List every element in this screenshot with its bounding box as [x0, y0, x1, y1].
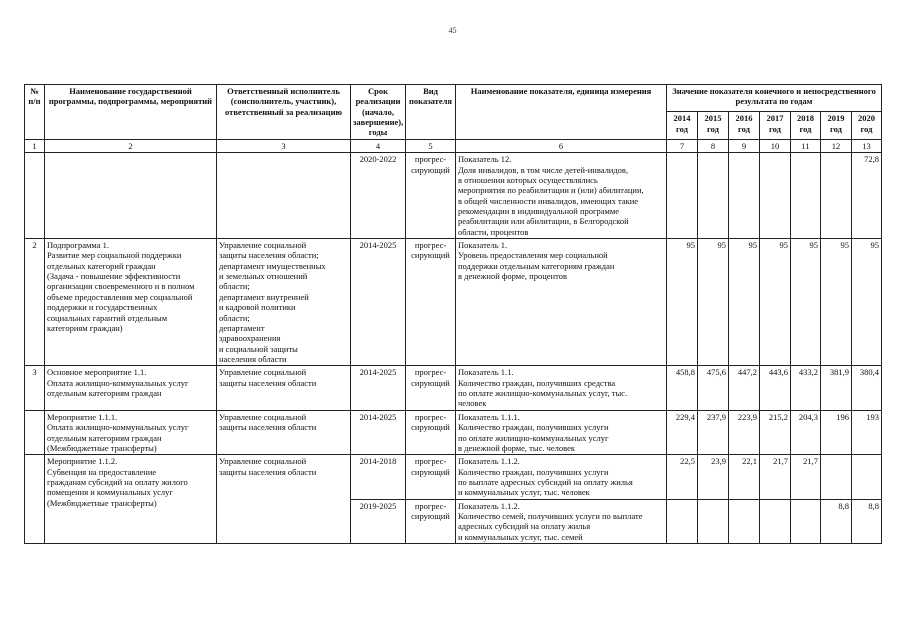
program-name-cell: Основное мероприятие 1.1. Оплата жилищно-коммунальных услуг отдельным категориям граждан — [45, 366, 217, 410]
header-year: 2017 год — [760, 112, 791, 139]
value-cell: 215,2 — [760, 410, 791, 454]
header-indicator: Наименование показателя, единица измерения — [456, 85, 667, 140]
column-number: 8 — [698, 139, 729, 152]
executor-cell: Управление социальной защиты населения области; департамент имущественных и земельных отношений области; департамент внутренней и кадровой политики области; департамент здравоохранения и социальной защиты населения области — [217, 239, 351, 366]
column-number: 13 — [852, 139, 882, 152]
value-cell: 95 — [791, 239, 821, 366]
executor-cell — [217, 153, 351, 239]
executor-cell: Управление социальной защиты населения области — [217, 410, 351, 454]
value-cell: 95 — [698, 239, 729, 366]
indicator-name-cell: Показатель 1.1.2. Количество граждан, получивших услуги по выплате адресных субсидий на оплату жилья и коммунальных услуг, тыс. человек — [456, 455, 667, 499]
indicator-name-cell: Показатель 1.1.1. Количество граждан, получивших услуги по оплате жилищно-коммунальных услуг в денежной форме, тыс. человек — [456, 410, 667, 454]
table-row — [25, 366, 882, 410]
column-number: 4 — [351, 139, 406, 152]
table-row — [25, 239, 882, 366]
value-cell: 23,9 — [698, 455, 729, 499]
indicator-name-cell: Показатель 12. Доля инвалидов, в том числе детей-инвалидов, в отношении которых осуществлялись мероприятия по реабилитации и (или) абилитации, в общей численности инвалидов, имеющих такие рекомендации в индивидуальной программе реабилитации или абилитации, в Белгородской области, процентов — [456, 153, 667, 239]
header-year: 2016 год — [729, 112, 760, 139]
indicator-type-cell: прогрес- сирующий — [406, 410, 456, 454]
value-cell — [729, 499, 760, 543]
header-type: Вид показателя — [406, 85, 456, 140]
value-cell: 447,2 — [729, 366, 760, 410]
term-cell: 2014-2025 — [351, 410, 406, 454]
row-number-cell: 2 — [25, 239, 45, 366]
column-number: 1 — [25, 139, 45, 152]
term-cell: 2014-2025 — [351, 366, 406, 410]
value-cell: 22,5 — [667, 455, 698, 499]
term-cell: 2020-2022 — [351, 153, 406, 239]
indicator-type-cell: прогрес- сирующий — [406, 239, 456, 366]
value-cell: 72,8 — [852, 153, 882, 239]
value-cell: 22,1 — [729, 455, 760, 499]
value-cell: 8,8 — [852, 499, 882, 543]
column-number: 5 — [406, 139, 456, 152]
column-number: 7 — [667, 139, 698, 152]
value-cell — [821, 153, 852, 239]
header-num: № п/п — [25, 85, 45, 140]
column-number: 6 — [456, 139, 667, 152]
header-term: Срок реализации (начало, завершение), годы — [351, 85, 406, 140]
row-number-cell — [25, 410, 45, 454]
header-year: 2015 год — [698, 112, 729, 139]
program-name-cell: Подпрограмма 1. Развитие мер социальной поддержки отдельных категорий граждан (Задача - повышение эффективности организации своевременного и в полном объеме предоставления мер социальной поддержки и государственных социальных гарантий отдельным категориям граждан) — [45, 239, 217, 366]
value-cell: 433,2 — [791, 366, 821, 410]
column-number: 10 — [760, 139, 791, 152]
column-number: 12 — [821, 139, 852, 152]
indicator-type-cell: прогрес- сирующий — [406, 499, 456, 543]
value-cell: 21,7 — [760, 455, 791, 499]
row-number-cell — [25, 153, 45, 239]
value-cell: 95 — [852, 239, 882, 366]
indicator-name-cell: Показатель 1.1.2. Количество семей, получивших услуги по выплате адресных субсидий на оплату жилья и коммунальных услуг, тыс. семей — [456, 499, 667, 543]
header-year: 2020 год — [852, 112, 882, 139]
value-cell — [760, 499, 791, 543]
row-number-cell: 3 — [25, 366, 45, 410]
value-cell — [667, 153, 698, 239]
table-row — [25, 410, 882, 454]
column-number: 3 — [217, 139, 351, 152]
value-cell: 95 — [667, 239, 698, 366]
value-cell — [667, 499, 698, 543]
value-cell — [698, 499, 729, 543]
indicator-name-cell: Показатель 1.1. Количество граждан, получивших средства по оплате жилищно-коммунальных услуг, тыс. человек — [456, 366, 667, 410]
value-cell: 458,8 — [667, 366, 698, 410]
executor-cell: Управление социальной защиты населения области — [217, 455, 351, 544]
value-cell: 8,8 — [821, 499, 852, 543]
header-year: 2019 год — [821, 112, 852, 139]
value-cell — [760, 153, 791, 239]
program-name-cell: Мероприятие 1.1.2. Субвенция на предоставление гражданам субсидий на оплату жилого помещения и коммунальных услуг (Межбюджетные трансферты) — [45, 455, 217, 544]
row-number-cell — [25, 455, 45, 544]
page-number: 45 — [448, 26, 457, 35]
value-cell — [821, 455, 852, 499]
program-name-cell — [45, 153, 217, 239]
header-executor: Ответственный исполнитель (соисполнитель, участник), ответственный за реализацию — [217, 85, 351, 140]
term-cell: 2014-2025 — [351, 239, 406, 366]
table-header — [25, 85, 882, 153]
program-indicators-table — [24, 84, 882, 544]
value-cell: 204,3 — [791, 410, 821, 454]
column-numbers-row — [25, 139, 882, 152]
header-year: 2018 год — [791, 112, 821, 139]
value-cell: 380,4 — [852, 366, 882, 410]
program-name-cell: Мероприятие 1.1.1. Оплата жилищно-коммунальных услуг отдельным категориям граждан (Межбюджетные трансферты) — [45, 410, 217, 454]
term-cell: 2014-2018 — [351, 455, 406, 499]
value-cell: 475,6 — [698, 366, 729, 410]
value-cell: 443,6 — [760, 366, 791, 410]
column-number: 9 — [729, 139, 760, 152]
indicator-type-cell: прогрес- сирующий — [406, 455, 456, 499]
header-program: Наименование государственной программы, подпрограммы, мероприятий — [45, 85, 217, 140]
header-values: Значение показателя конечного и непосредственного результата по годам — [667, 85, 882, 112]
value-cell: 196 — [821, 410, 852, 454]
value-cell: 21,7 — [791, 455, 821, 499]
value-cell — [852, 455, 882, 499]
value-cell — [729, 153, 760, 239]
value-cell: 95 — [729, 239, 760, 366]
indicator-type-cell: прогрес- сирующий — [406, 366, 456, 410]
value-cell: 95 — [760, 239, 791, 366]
value-cell: 95 — [821, 239, 852, 366]
value-cell: 193 — [852, 410, 882, 454]
value-cell: 223,9 — [729, 410, 760, 454]
indicator-type-cell: прогрес- сирующий — [406, 153, 456, 239]
value-cell: 237,9 — [698, 410, 729, 454]
executor-cell: Управление социальной защиты населения области — [217, 366, 351, 410]
table-body — [25, 153, 882, 544]
table-row — [25, 455, 882, 499]
table-row — [25, 153, 882, 239]
header-year: 2014 год — [667, 112, 698, 139]
value-cell: 229,4 — [667, 410, 698, 454]
column-number: 2 — [45, 139, 217, 152]
value-cell — [698, 153, 729, 239]
indicator-name-cell: Показатель 1. Уровень предоставления мер социальной поддержки отдельным категориям граждан в денежной форме, процентов — [456, 239, 667, 366]
term-cell: 2019-2025 — [351, 499, 406, 543]
value-cell — [791, 153, 821, 239]
column-number: 11 — [791, 139, 821, 152]
value-cell — [791, 499, 821, 543]
value-cell: 381,9 — [821, 366, 852, 410]
